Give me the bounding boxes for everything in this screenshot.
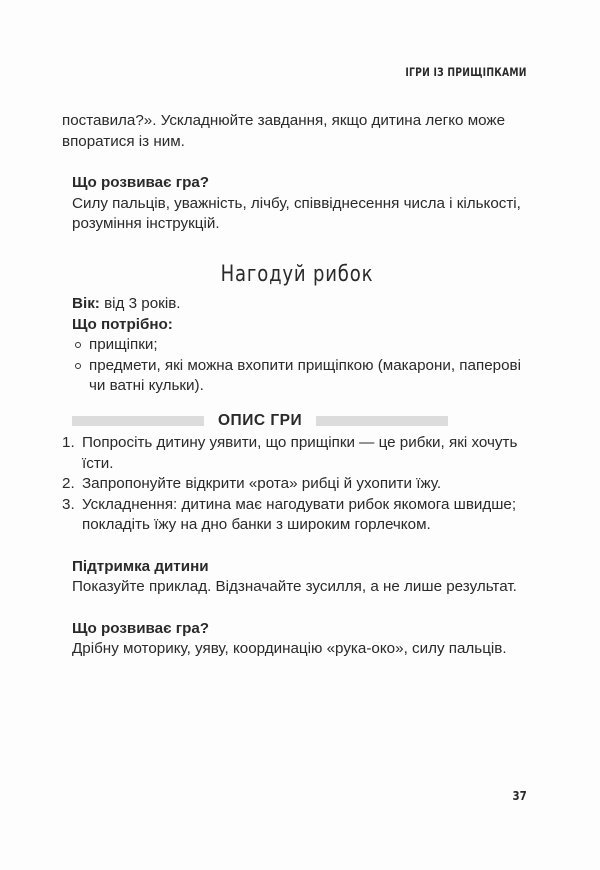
age-label: Вік: (72, 295, 100, 312)
age-value: від 3 років. (104, 295, 181, 312)
step-item (62, 474, 532, 495)
running-head: ІГРИ ІЗ ПРИЩІПКАМИ (405, 65, 527, 79)
steps-list (62, 433, 532, 536)
support-label: Підтримка дитини (72, 557, 209, 575)
support-text: Показуйте приклад. Відзначайте зусилля, а не лише результат. (72, 578, 517, 595)
heading-bar-right (316, 416, 448, 426)
step-item (62, 495, 532, 536)
needs-list (62, 335, 532, 397)
step-item (62, 433, 532, 474)
step-number: 2. (62, 475, 75, 492)
step-number: 1. (62, 434, 75, 451)
step-text: Попросіть дитину уявити, що прищіпки — це рибки, які хочуть їсти. (82, 434, 518, 472)
needs-item: предмети, які можна вхопити прищіпкою (макарони, паперові чи ватні кульки). (72, 356, 532, 397)
page-body (62, 111, 532, 660)
page-number: 37 (512, 789, 527, 803)
needs-label: Що потрібно: (72, 315, 173, 333)
step-text: Ускладнення: дитина має нагодувати рибок якомога швидше; покладіть їжу на дно банки з широким горлечком. (82, 495, 517, 533)
description-heading (62, 411, 532, 432)
intro-continuation: поставила?». Ускладнюйте завдання, якщо дитина легко може впоратися із ним. (62, 112, 506, 150)
needs-item: прищіпки; (72, 335, 532, 356)
intro-develops-label: Що розвиває гра? (72, 174, 210, 191)
step-text: Запропонуйте відкрити «рота» рибці й ухопити їжу. (82, 475, 442, 492)
heading-bar-left (72, 416, 204, 426)
description-heading-text: ОПИС ГРИ (218, 411, 303, 429)
game-title: Нагодуй рибок (220, 261, 374, 287)
game-develops-label: Що розвиває гра? (72, 619, 210, 637)
game-develops-text: Дрібну моторику, уяву, координацію «рука-око», силу пальців. (72, 640, 507, 657)
step-number: 3. (62, 495, 75, 513)
age-line (62, 294, 532, 315)
intro-develops-text: Силу пальців, уважність, лічбу, співвіднесення числа і кількості, розуміння інструкцій. (72, 194, 521, 232)
